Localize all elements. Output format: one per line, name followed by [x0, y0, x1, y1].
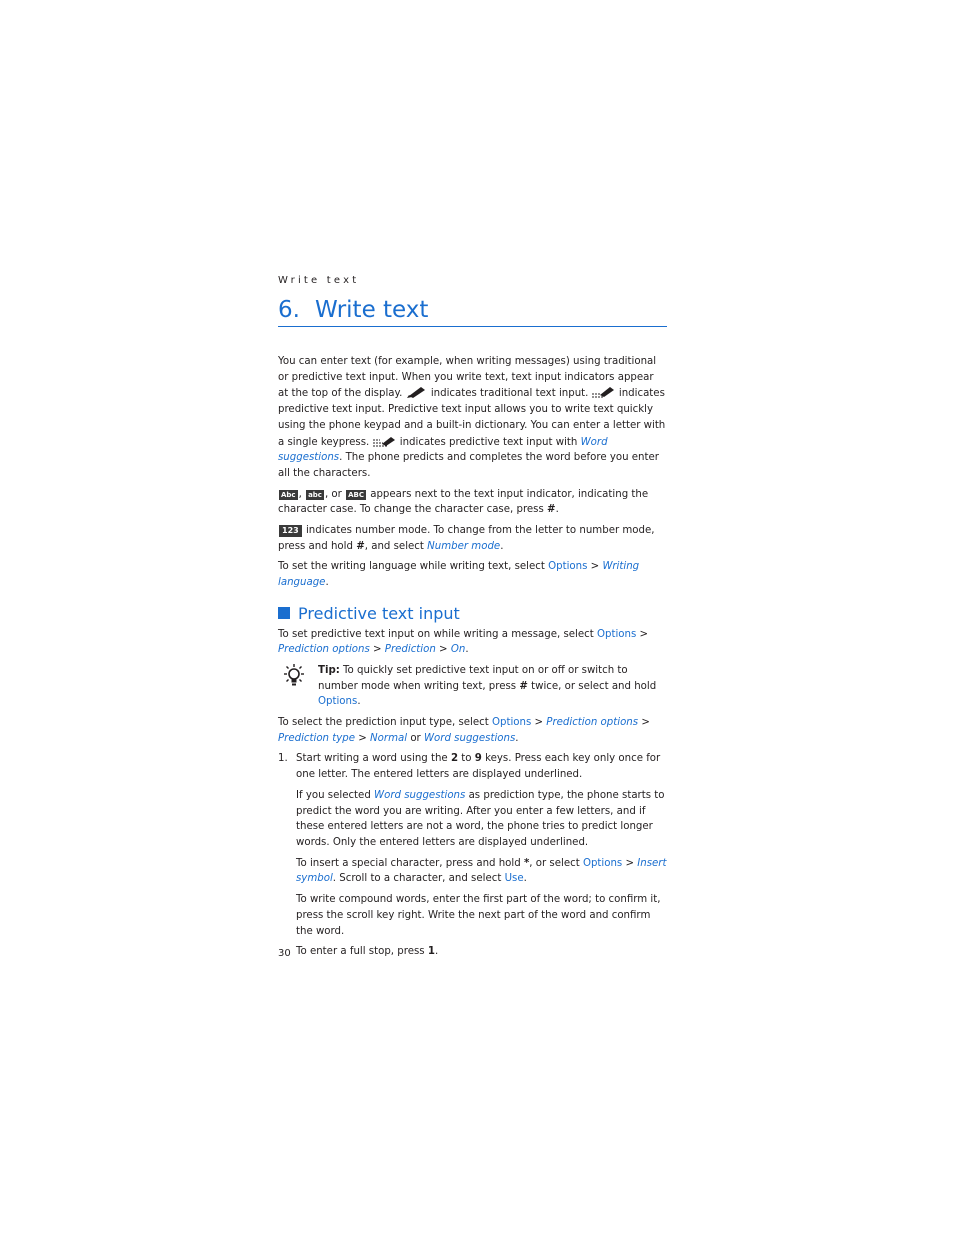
number-mode-link: Number mode — [427, 540, 501, 552]
intro-paragraph — [278, 354, 667, 482]
text: > — [636, 628, 649, 640]
prediction-options-link: Prediction options — [278, 644, 370, 656]
text: . — [515, 732, 519, 744]
options-label: Options — [548, 561, 588, 573]
text: > — [622, 857, 638, 869]
tip-label: Tip: — [318, 664, 340, 676]
text: > — [355, 732, 371, 744]
options-label: Options — [318, 696, 358, 708]
text: If you selected — [296, 789, 375, 801]
section-title-text: Predictive text input — [298, 603, 460, 623]
step-paragraph: To write compound words, enter the first part of the word; to confirm it, press the scroll key right. Write the next part of the word and confirm the word. — [296, 894, 661, 937]
number-mode-icon: 123 — [279, 525, 302, 537]
prediction-type-paragraph — [278, 715, 667, 746]
text: To insert a special character, press and hold — [296, 857, 524, 869]
prediction-link: Prediction — [384, 644, 436, 656]
text: , — [298, 488, 306, 500]
word-suggestions-link: Word suggestions — [278, 436, 608, 464]
text: to — [458, 753, 475, 765]
text: > — [531, 717, 547, 729]
predictive-pencil-icon — [592, 385, 616, 398]
options-label: Options — [596, 628, 637, 640]
chapter-title — [278, 297, 667, 327]
abc-title-case-icon: Abc — [281, 490, 296, 499]
case-paragraph — [278, 487, 667, 518]
text: > — [587, 561, 603, 573]
pencil-icon — [406, 385, 428, 398]
text: , or select — [529, 857, 583, 869]
prediction-options-link: Prediction options — [546, 717, 639, 729]
text: To enter a full stop, press — [296, 946, 428, 958]
key-star: * — [523, 857, 530, 869]
prediction-type-link: Prediction type — [278, 732, 356, 744]
text: > — [638, 717, 650, 729]
text: . — [523, 873, 527, 885]
text: indicates predictive text input with — [396, 436, 581, 448]
list-marker: 1. — [278, 753, 288, 765]
text: . — [465, 644, 469, 656]
text: indicates number mode. To change from the letter to number mode, press and hold — [278, 525, 655, 552]
writing-language-paragraph — [278, 559, 667, 590]
use-label: Use — [504, 873, 524, 885]
predictive-on-paragraph — [278, 627, 667, 658]
text: To select the prediction input type, select — [278, 717, 492, 729]
step-paragraph — [296, 944, 667, 960]
chapter-title-text: Write text — [315, 297, 429, 323]
steps-list — [278, 751, 667, 959]
page-number: 30 — [278, 948, 291, 959]
step-paragraph — [296, 788, 667, 851]
text: You can enter text (for example, when writing messages) using traditional or predictive text input. When you write text, text input indicators appear at the top of the display. — [278, 356, 657, 400]
insert-symbol-link: Insert symbol — [296, 857, 667, 885]
chapter-number: 6. — [278, 297, 300, 323]
step-paragraph — [296, 856, 667, 887]
number-mode-paragraph — [278, 523, 667, 554]
writing-language-link: Writing language — [278, 561, 640, 589]
text: > — [435, 644, 451, 656]
options-label: Options — [491, 717, 532, 729]
section-square-icon — [278, 607, 290, 619]
text: To set predictive text input on while writing a message, select — [278, 628, 597, 640]
normal-link: Normal — [370, 732, 408, 744]
text: . The phone predicts and completes the word before you enter all the characters. — [278, 452, 659, 479]
text: . — [357, 696, 361, 708]
text: . — [325, 577, 329, 589]
text: indicates traditional text input. — [427, 388, 592, 400]
text: . — [434, 946, 439, 958]
on-link: On — [450, 644, 466, 656]
text: , and select — [364, 540, 428, 552]
key-hash: # — [547, 504, 556, 516]
text: appears next to the text input indicator, indicating the character case. To change the character case, press — [278, 488, 649, 516]
text: or — [407, 732, 424, 744]
list-item — [278, 751, 667, 959]
text: . — [500, 540, 504, 552]
step-paragraph — [296, 751, 667, 782]
text: . — [555, 504, 559, 516]
running-head: Write text — [278, 275, 360, 286]
text: keys. Press each key only once for one letter. The entered letters are displayed underlined. — [296, 753, 661, 781]
key-hash: # — [356, 540, 365, 552]
text: To set the writing language while writing text, select — [278, 561, 549, 573]
text: To quickly set predictive text input on or off or switch to number mode when writing text, press — [318, 664, 628, 692]
key-2: 2 — [450, 753, 459, 765]
section-title — [278, 603, 667, 623]
text: > — [369, 644, 385, 656]
key-9: 9 — [474, 753, 482, 765]
text: twice, or select and hold — [527, 680, 657, 692]
body-text — [278, 354, 667, 965]
text: Start writing a word using the — [296, 753, 451, 765]
lightbulb-icon — [281, 663, 307, 689]
tip-box — [278, 663, 667, 710]
word-suggestions-pencil-icon — [373, 434, 397, 447]
abc-lower-case-icon: abc — [308, 490, 322, 499]
options-label: Options — [582, 857, 623, 869]
text: as prediction type, the phone starts to predict the word you are writing. After you enter a few letters, and if these entered letters are not a word, the phone tries to predict longer words. Only the entered letters are displayed underlined. — [296, 789, 665, 848]
abc-upper-case-icon: ABC — [348, 490, 364, 499]
word-suggestions-link: Word suggestions — [423, 732, 516, 744]
text: , or — [324, 488, 346, 500]
text: indicates predictive text input. Predictive text input allows you to write text quickly using the phone keypad and a built-in dictionary. You can enter a letter with a single keypress. — [278, 388, 666, 448]
word-suggestions-link: Word suggestions — [374, 789, 466, 801]
key-1: 1 — [427, 946, 435, 958]
key-hash: # — [519, 680, 528, 692]
text: . Scroll to a character, and select — [332, 873, 505, 885]
